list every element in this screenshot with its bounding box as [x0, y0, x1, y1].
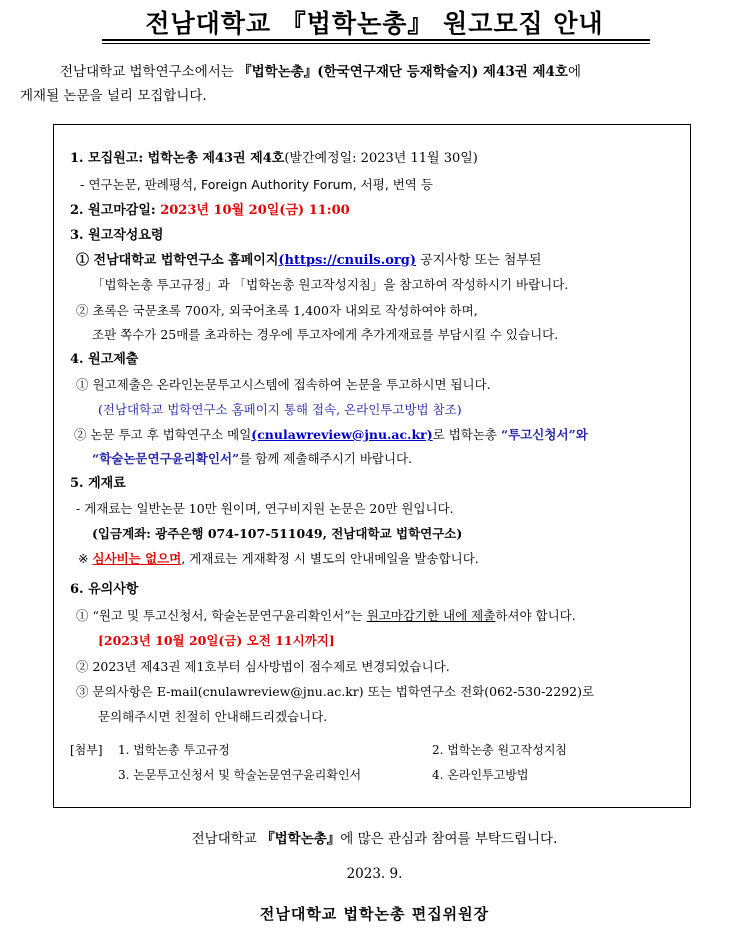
section-writing-guide: 3. 원고작성요령	[70, 228, 164, 243]
recruit-types: - 연구논문, 판례평석, Foreign Authority Forum, 서평, 번역 등	[80, 177, 433, 192]
notice-box	[53, 124, 691, 808]
notes-deadline: [2023년 10월 20일(금) 오전 11시까지]	[98, 633, 335, 648]
signature: 전남대학교 법학논총 편집위원장	[259, 905, 490, 923]
notes-text: ① “원고 및 투고신청서, 학술논문연구윤리확인서”는	[76, 608, 367, 623]
fee-note	[78, 550, 479, 568]
section-notes: 6. 유의사항	[70, 582, 139, 597]
submission-item-1: ① 원고제출은 온라인논문투고시스템에 접속하여 논문을 투고하시면 됩니다.	[76, 377, 491, 392]
deadline-label: 2. 원고마감일:	[70, 203, 161, 218]
closing-text: 전남대학교	[191, 831, 262, 847]
title-underline-thin	[102, 43, 650, 44]
submission-item-2-cont	[92, 450, 412, 468]
intro-text-2: 게재될 논문을 널리 모집합니다.	[20, 88, 207, 104]
section-submission: 4. 원고제출	[70, 352, 139, 367]
journal-name: 『법학논총』	[261, 831, 341, 847]
intro-text: 에	[567, 64, 582, 80]
deadline-value: 2023년 10월 20일(금) 11:00	[160, 203, 350, 218]
attachment-3[interactable]: 3. 논문투고신청서 및 학술논문연구윤리확인서	[118, 768, 362, 782]
guide-item-1-cont: 「법학논총 투고규정」과 「법학논총 원고작성지침」을 참고하여 작성하시기 바랍니다.	[92, 277, 569, 292]
notes-item-3: ③ 문의사항은 E-mail(cnulawreview@jnu.ac.kr) 또는 법학연구소 전화(062-530-2292)로	[76, 684, 595, 699]
note-mark: ※	[78, 551, 93, 566]
no-review-fee: 심사비는 없으며	[92, 551, 182, 566]
attachment-label: [첨부]	[70, 743, 103, 757]
guide-text: 공지사항 또는 첨부된	[416, 253, 542, 268]
email-link[interactable]: (cnulawreview@jnu.ac.kr)	[251, 427, 433, 442]
closing-line	[0, 827, 749, 847]
guide-text: ① 전남대학교 법학연구소 홈페이지	[76, 253, 279, 268]
intro-text: 전남대학교 법학연구소에서는	[60, 64, 239, 80]
publish-date: (발간예정일: 2023년 11월 30일)	[284, 151, 478, 166]
recruit-label: 1. 모집원고: 법학논총 제43권 제4호	[70, 151, 285, 166]
title-underline	[102, 39, 650, 41]
closing-text: 에 많은 관심과 참여를 부탁드립니다.	[340, 831, 558, 847]
attachment-4[interactable]: 4. 온라인투고방법	[432, 768, 529, 782]
bank-account: (입금계좌: 광주은행 074-107-511049, 전남대학교 법학연구소)	[92, 526, 463, 541]
journal-issue: 『법학논총』(한국연구재단 등재학술지) 제43권 제4호	[238, 64, 568, 80]
submission-item-2	[74, 426, 588, 444]
submission-item-1-note: (전남대학교 법학연구소 홈페이지 통해 접속, 온라인투고방법 참조)	[98, 402, 462, 417]
submission-text: 를 함께 제출해주시기 바랍니다.	[239, 451, 413, 466]
ethics-form-name: “학술논문연구윤리확인서”	[92, 451, 240, 466]
guide-item-1	[76, 252, 541, 270]
notice-date: 2023. 9.	[346, 866, 403, 882]
homepage-link[interactable]: (https://cnuils.org)	[278, 253, 417, 268]
deadline-emphasis: 원고마감기한 내에 제출	[366, 608, 496, 623]
notes-item-1	[76, 607, 576, 625]
section-deadline	[70, 202, 350, 220]
submission-text: 로 법학논총	[432, 427, 501, 442]
section-fee: 5. 게재료	[70, 476, 126, 491]
notes-item-3-cont: 문의해주시면 친절히 안내해드리겠습니다.	[98, 709, 328, 724]
guide-item-2-cont: 조판 쪽수가 25매를 초과하는 경우에 투고자에게 추가게재료를 부담시킬 수 있습니다.	[92, 327, 559, 342]
application-form-name: “투고신청서”와	[500, 427, 588, 442]
attachment-2[interactable]: 2. 법학논총 원고작성지침	[432, 743, 567, 757]
guide-item-2: ② 초록은 국문초록 700자, 외국어초록 1,400자 내외로 작성하여야 하며,	[76, 303, 478, 318]
fee-item-1: - 게재료는 일반논문 10만 원이며, 연구비지원 논문은 20만 원입니다.	[76, 501, 454, 516]
page-title: 전남대학교 『법학논총』 원고모집 안내	[145, 9, 604, 38]
attachment-1[interactable]: 1. 법학논총 투고규정	[118, 743, 230, 757]
section-recruit	[70, 150, 478, 168]
fee-note-text: , 게재료는 게재확정 시 별도의 안내메일을 발송합니다.	[181, 551, 479, 566]
submission-text: ② 논문 투고 후 법학연구소 메일	[74, 427, 252, 442]
notes-item-2: ② 2023년 제43권 제1호부터 심사방법이 점수제로 변경되었습니다.	[76, 659, 450, 674]
notes-text: 하셔야 합니다.	[495, 608, 576, 623]
intro-paragraph	[20, 60, 720, 108]
